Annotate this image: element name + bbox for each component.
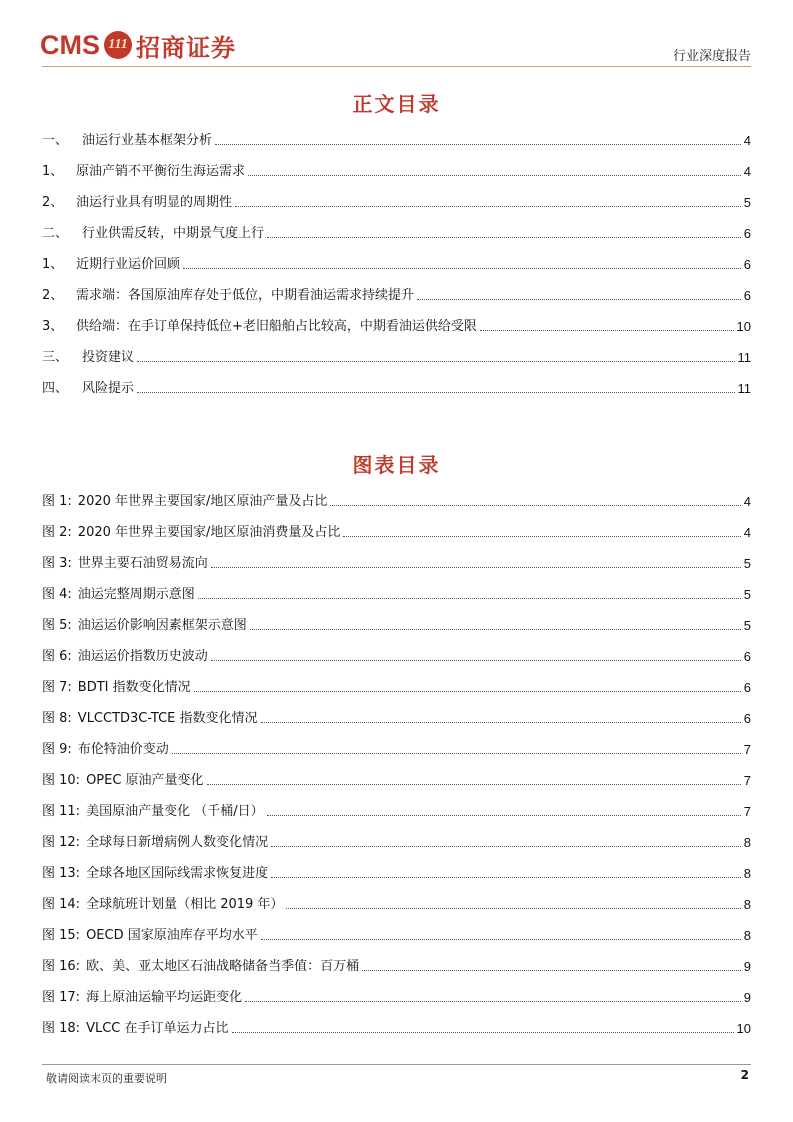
toc-entry-prefix: 图 6: bbox=[42, 649, 72, 664]
toc-leader-dots bbox=[271, 876, 741, 878]
toc-entry-prefix: 一、 bbox=[42, 133, 69, 148]
toc-entry-page: 7 bbox=[743, 742, 751, 757]
toc-leader-dots bbox=[198, 597, 741, 599]
toc-entry[interactable] bbox=[42, 245, 751, 276]
toc-entry[interactable] bbox=[42, 152, 751, 183]
toc-entry-page: 9 bbox=[743, 959, 751, 974]
toc-leader-dots bbox=[267, 814, 741, 816]
toc-leader-dots bbox=[248, 174, 741, 176]
toc-leader-dots bbox=[330, 504, 740, 506]
toc-leader-dots bbox=[362, 969, 741, 971]
toc-entry[interactable] bbox=[42, 668, 751, 699]
toc-entry-page: 11 bbox=[737, 350, 751, 365]
toc-leader-dots bbox=[215, 143, 741, 145]
toc-entry-label: 供给端：在手订单保持低位+老旧船舶占比较高，中期看油运供给受限 bbox=[76, 319, 477, 334]
toc-entry-label: 油运行业具有明显的周期性 bbox=[76, 195, 233, 210]
toc-entry-page: 6 bbox=[743, 680, 751, 695]
toc-entry-label: VLCC 在手订单运力占比 bbox=[86, 1021, 229, 1036]
toc-entry-label: 油运运价影响因素框架示意图 bbox=[77, 618, 247, 633]
toc-entry-prefix: 图 14: bbox=[42, 897, 81, 912]
toc-entry[interactable] bbox=[42, 885, 751, 916]
toc-entry[interactable] bbox=[42, 1009, 751, 1040]
toc-entry-prefix: 图 10: bbox=[42, 773, 81, 788]
toc-entry-label: 原油产销不平衡衍生海运需求 bbox=[76, 164, 246, 179]
toc-entry-page: 7 bbox=[743, 773, 751, 788]
toc-entry[interactable] bbox=[42, 637, 751, 668]
footer-divider bbox=[42, 1064, 751, 1065]
toc-entry-page: 5 bbox=[743, 587, 751, 602]
toc-leader-dots bbox=[250, 628, 741, 630]
toc-entry-prefix: 图 4: bbox=[42, 587, 72, 602]
toc-entry-page: 10 bbox=[736, 319, 751, 334]
toc-entry-prefix: 图 1: bbox=[42, 494, 72, 509]
toc-leader-dots bbox=[207, 783, 741, 785]
toc-entry-page: 6 bbox=[743, 226, 751, 241]
toc-leader-dots bbox=[271, 845, 741, 847]
toc-entry[interactable] bbox=[42, 916, 751, 947]
toc-leader-dots bbox=[137, 391, 734, 393]
main-toc-list bbox=[42, 121, 751, 400]
toc-leader-dots bbox=[245, 1000, 741, 1002]
toc-entry-prefix: 图 11: bbox=[42, 804, 81, 819]
toc-entry-label: 油运运价指数历史波动 bbox=[77, 649, 208, 664]
toc-entry-page: 9 bbox=[743, 990, 751, 1005]
toc-entry[interactable] bbox=[42, 307, 751, 338]
toc-leader-dots bbox=[194, 690, 741, 692]
toc-entry-prefix: 图 2: bbox=[42, 525, 72, 540]
toc-entry[interactable] bbox=[42, 338, 751, 369]
toc-entry[interactable] bbox=[42, 854, 751, 885]
footer-notice: 敬请阅读末页的重要说明 bbox=[46, 1072, 167, 1085]
toc-entry-label: 世界主要石油贸易流向 bbox=[77, 556, 208, 571]
company-logo bbox=[40, 26, 236, 64]
toc-entry-page: 6 bbox=[743, 257, 751, 272]
toc-entry-label: 油运行业基本框架分析 bbox=[82, 133, 213, 148]
toc-entry-label: BDTI 指数变化情况 bbox=[77, 680, 191, 695]
toc-entry-page: 8 bbox=[743, 835, 751, 850]
toc-entry[interactable] bbox=[42, 513, 751, 544]
toc-entry-page: 8 bbox=[743, 897, 751, 912]
toc-entry-page: 4 bbox=[743, 494, 751, 509]
toc-leader-dots bbox=[211, 659, 741, 661]
toc-entry-prefix: 2、 bbox=[42, 195, 64, 210]
toc-entry-page: 4 bbox=[743, 133, 751, 148]
toc-entry-prefix: 图 3: bbox=[42, 556, 72, 571]
toc-entry-label: 2020 年世界主要国家/地区原油消费量及占比 bbox=[77, 525, 341, 540]
toc-entry-label: 近期行业运价回顾 bbox=[76, 257, 181, 272]
toc-entry-label: 美国原油产量变化 （千桶/日） bbox=[86, 804, 264, 819]
report-type: 行业深度报告 bbox=[672, 49, 751, 64]
toc-entry-label: 全球航班计划量（相比 2019 年） bbox=[86, 897, 284, 912]
toc-leader-dots bbox=[137, 360, 734, 362]
toc-entry-page: 6 bbox=[743, 649, 751, 664]
toc-entry-prefix: 图 5: bbox=[42, 618, 72, 633]
toc-entry[interactable] bbox=[42, 369, 751, 400]
logo-badge-icon: 111 bbox=[104, 31, 132, 59]
toc-leader-dots bbox=[417, 298, 741, 300]
toc-entry[interactable] bbox=[42, 699, 751, 730]
page-number: 2 bbox=[740, 1068, 749, 1082]
toc-entry-page: 4 bbox=[743, 164, 751, 179]
toc-leader-dots bbox=[183, 267, 741, 269]
toc-entry-prefix: 图 12: bbox=[42, 835, 81, 850]
toc-entry[interactable] bbox=[42, 183, 751, 214]
toc-entry-prefix: 图 9: bbox=[42, 742, 72, 757]
toc-entry[interactable] bbox=[42, 121, 751, 152]
toc-entry-page: 6 bbox=[743, 288, 751, 303]
toc-entry[interactable] bbox=[42, 544, 751, 575]
toc-entry[interactable] bbox=[42, 761, 751, 792]
toc-entry-prefix: 图 17: bbox=[42, 990, 81, 1005]
toc-leader-dots bbox=[267, 236, 741, 238]
toc-entry-prefix: 图 7: bbox=[42, 680, 72, 695]
logo-cms-text: CMS bbox=[40, 29, 100, 60]
toc-entry-prefix: 图 16: bbox=[42, 959, 81, 974]
toc-entry-page: 4 bbox=[743, 525, 751, 540]
toc-leader-dots bbox=[286, 907, 740, 909]
toc-entry-page: 7 bbox=[743, 804, 751, 819]
toc-entry[interactable] bbox=[42, 730, 751, 761]
toc-entry-page: 6 bbox=[743, 711, 751, 726]
toc-entry-label: 海上原油运输平均运距变化 bbox=[86, 990, 243, 1005]
toc-leader-dots bbox=[232, 1031, 734, 1033]
toc-entry-page: 8 bbox=[743, 866, 751, 881]
toc-entry-prefix: 图 13: bbox=[42, 866, 81, 881]
toc-leader-dots bbox=[343, 535, 740, 537]
toc-entry[interactable] bbox=[42, 575, 751, 606]
toc-entry-prefix: 图 18: bbox=[42, 1021, 81, 1036]
toc-entry-label: 欧、美、亚太地区石油战略储备当季值：百万桶 bbox=[86, 959, 360, 974]
toc-entry[interactable] bbox=[42, 482, 751, 513]
toc-entry-page: 8 bbox=[743, 928, 751, 943]
toc-entry-label: VLCCTD3C-TCE 指数变化情况 bbox=[77, 711, 258, 726]
toc-entry[interactable] bbox=[42, 276, 751, 307]
toc-entry-label: 风险提示 bbox=[82, 381, 135, 396]
toc-entry-label: 需求端：各国原油库存处于低位，中期看油运需求持续提升 bbox=[76, 288, 415, 303]
header-divider bbox=[42, 66, 751, 67]
toc-entry-label: 行业供需反转，中期景气度上行 bbox=[82, 226, 265, 241]
toc-leader-dots bbox=[211, 566, 741, 568]
toc-entry-page: 5 bbox=[743, 618, 751, 633]
toc-entry-prefix: 图 15: bbox=[42, 928, 81, 943]
figure-toc-title: 图表目录 bbox=[352, 453, 441, 477]
toc-entry-page: 5 bbox=[743, 195, 751, 210]
toc-entry-prefix: 1、 bbox=[42, 164, 64, 179]
toc-entry-page: 5 bbox=[743, 556, 751, 571]
toc-leader-dots bbox=[235, 205, 741, 207]
toc-entry-page: 11 bbox=[737, 381, 751, 396]
toc-entry-prefix: 二、 bbox=[42, 226, 69, 241]
toc-entry[interactable] bbox=[42, 947, 751, 978]
toc-entry-label: 布伦特油价变动 bbox=[77, 742, 169, 757]
toc-entry-label: 投资建议 bbox=[82, 350, 135, 365]
toc-entry-prefix: 三、 bbox=[42, 350, 69, 365]
logo-company-name: 招商证券 bbox=[136, 32, 236, 62]
toc-entry-label: 全球各地区国际线需求恢复进度 bbox=[86, 866, 269, 881]
toc-entry-prefix: 图 8: bbox=[42, 711, 72, 726]
toc-entry[interactable] bbox=[42, 792, 751, 823]
figure-toc-list bbox=[42, 482, 751, 1040]
toc-entry-prefix: 3、 bbox=[42, 319, 64, 334]
main-toc-title: 正文目录 bbox=[352, 92, 441, 116]
toc-entry-prefix: 1、 bbox=[42, 257, 64, 272]
toc-leader-dots bbox=[261, 938, 741, 940]
toc-leader-dots bbox=[172, 752, 741, 754]
toc-entry[interactable] bbox=[42, 823, 751, 854]
toc-leader-dots bbox=[480, 329, 734, 331]
toc-entry-prefix: 2、 bbox=[42, 288, 64, 303]
toc-entry-label: 2020 年世界主要国家/地区原油产量及占比 bbox=[77, 494, 328, 509]
toc-entry-label: OPEC 原油产量变化 bbox=[86, 773, 204, 788]
toc-entry[interactable] bbox=[42, 606, 751, 637]
page-header bbox=[0, 0, 793, 70]
toc-entry-label: 油运完整周期示意图 bbox=[77, 587, 195, 602]
toc-entry[interactable] bbox=[42, 978, 751, 1009]
toc-entry-label: 全球每日新增病例人数变化情况 bbox=[86, 835, 269, 850]
toc-entry-prefix: 四、 bbox=[42, 381, 69, 396]
toc-leader-dots bbox=[261, 721, 741, 723]
toc-entry[interactable] bbox=[42, 214, 751, 245]
toc-entry-page: 10 bbox=[736, 1021, 751, 1036]
toc-entry-label: OECD 国家原油库存平均水平 bbox=[86, 928, 258, 943]
